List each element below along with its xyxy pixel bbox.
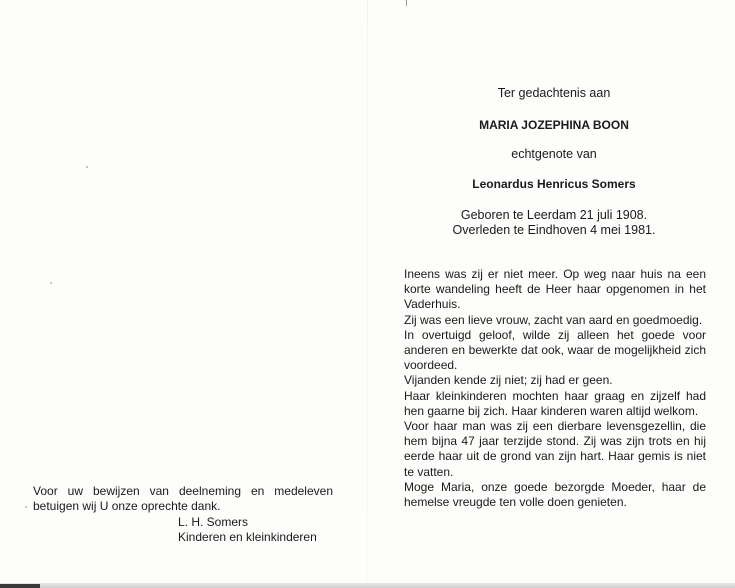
- paragraph: Vijanden kende zij niet; zij had er geen.: [404, 373, 613, 388]
- death-line: Overleden te Eindhoven 4 mei 1981.: [452, 223, 656, 237]
- card-corner-shadow: [0, 584, 40, 588]
- thanks-text: Voor uw bewijzen van deelneming en medeleven betuigen wij U onze oprechte dank.: [33, 484, 333, 514]
- paragraph: Ineens was zij er niet meer. Op weg naar huis na een korte wandeling heeft de Heer haar opgenomen in het Vaderhuis.: [404, 267, 706, 312]
- memorial-text: [404, 267, 706, 510]
- paragraph: Zij was een lieve vrouw, zacht van aard en goedmoedig.: [404, 312, 703, 327]
- family-line: Kinderen en kleinkinderen: [178, 530, 317, 544]
- paper-speck: [50, 282, 52, 284]
- paragraph: Haar kleinkinderen mochten haar graag en zijzelf had hen gaarne bij zich. Haar kinderen waren altijd welkom.: [404, 388, 706, 418]
- deceased-name: MARIA JOZEPHINA BOON: [479, 118, 629, 132]
- birth-line: Geboren te Leerdam 21 juli 1908.: [460, 208, 648, 222]
- signer-name: L. H. Somers: [178, 515, 249, 529]
- crop-mark: [406, 0, 407, 6]
- paragraph: Moge Maria, onze goede bezorgde Moeder, haar de hemelse vreugde ten volle doen genieten.: [404, 479, 706, 510]
- paper-speck: [86, 166, 88, 168]
- card-bottom-edge: [0, 583, 735, 588]
- spouse-label: echtgenote van: [511, 147, 597, 161]
- paragraph: Voor haar man was zij een dierbare levensgezellin, die hem bijna 47 jaar terzijde stond. Zij was zijn trots en hij eerde haar uit de grond van zijn hart. Haar gemis is niet te vatten.: [404, 419, 706, 479]
- paper-speck: [25, 506, 27, 508]
- paragraph: In overtuigd geloof, wilde zij alleen het goede voor anderen en bewerkte dat ook, waar de mogelijkheid zich voordeed.: [404, 327, 706, 373]
- intro-line: Ter gedachtenis aan: [497, 86, 611, 100]
- card-fold-line: [367, 0, 368, 588]
- spouse-name: Leonardus Henricus Somers: [472, 177, 636, 191]
